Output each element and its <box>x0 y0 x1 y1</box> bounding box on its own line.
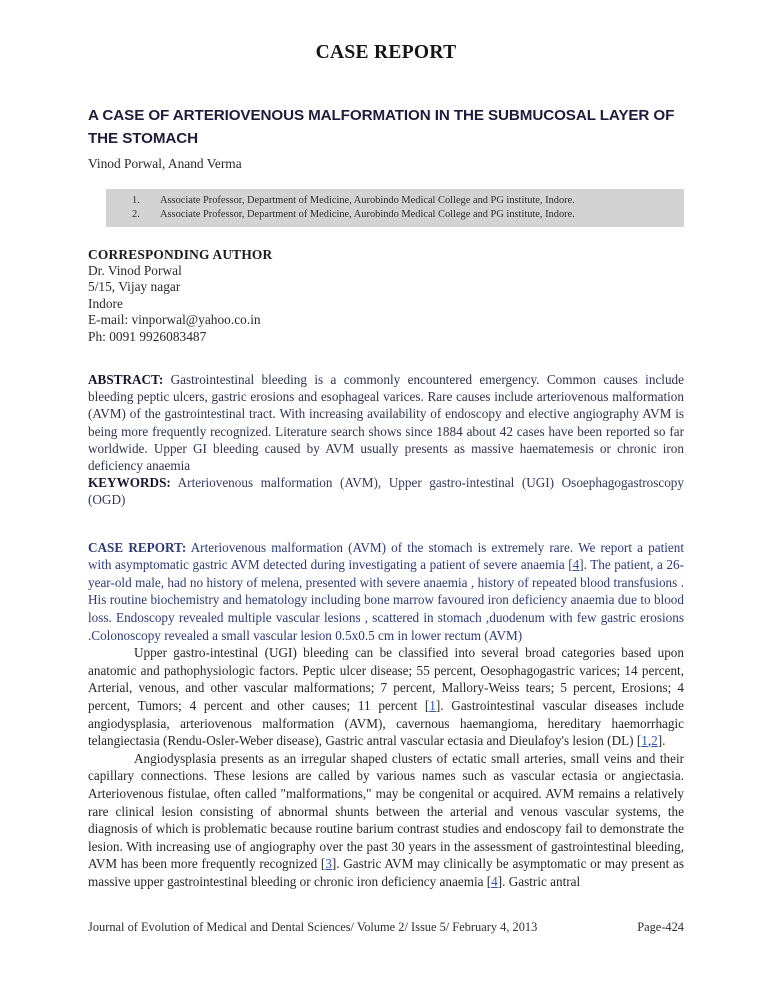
affiliations-box <box>106 189 684 227</box>
keywords-section <box>88 474 684 508</box>
ugi-text-part3: ]. <box>657 733 666 749</box>
citation-link-1[interactable]: 1 <box>429 698 436 713</box>
case-report-label: CASE REPORT: <box>88 539 187 555</box>
page-content <box>88 0 684 891</box>
author-list: Vinod Porwal, Anand Verma <box>88 156 242 171</box>
case-report-paragraph <box>88 539 684 645</box>
affiliation-item <box>106 194 684 208</box>
citation-link-4[interactable]: 4 <box>572 557 580 573</box>
angio-text-part3: ]. Gastric antral <box>497 873 581 889</box>
article-title: A CASE OF ARTERIOVENOUS MALFORMATION IN THE SUBMUCOSAL LAYER OF THE STOMACH <box>88 107 675 147</box>
affiliation-number: 1. <box>132 195 140 206</box>
corresponding-author-heading: CORRESPONDING AUTHOR <box>88 247 273 262</box>
keywords-text: Arteriovenous malformation (AVM), Upper gastro-intestinal (UGI) Osoephagogastroscopy (OGD) <box>88 475 684 508</box>
affiliation-text: Associate Professor, Department of Medicine, Aurobindo Medical College and PG institute, Indore. <box>160 209 575 220</box>
angio-text-part2: ]. Gastric AVM may clinically be asymptomatic or may present as massive upper gastrointestinal bleeding or chronic iron deficiency anaemia [ <box>88 856 684 889</box>
angio-text-part1: Angiodysplasia presents as an irregular shaped clusters of ectatic small arteries, small veins and their capillary connections. These lesions are called by various names such as vascular ectasia or angiectasia. Arteriovenous fistulae, often called "malformations," may be congenital or acquired. AVM remains a relatively rare clinical lesion consisting of abnormal shunts between the arterial and venous vascular systems, the diagnosis of which is problematic because routine barium contrast studies and endoscopy fail to demonstrate the lesion. With increasing use of angiography over the past 30 years in the assessment of gastrointestinal bleeding, AVM has been more frequently recognized [ <box>88 750 684 872</box>
keywords-label: KEYWORDS: <box>88 475 171 491</box>
case-report-text-part1: Arteriovenous malformation (AVM) of the stomach is extremely rare. We report a patient with asymptomatic gastric AVM detected during investigating a patient of severe anaemia [ <box>88 539 685 573</box>
citation-link-4b[interactable]: 4 <box>491 873 498 889</box>
document-type-heading: CASE REPORT <box>315 42 457 63</box>
corresponding-author-phone: Ph: 0091 9926083487 <box>88 328 207 344</box>
abstract-text: Gastrointestinal bleeding is a commonly encountered emergency. Common causes include bleeding peptic ulcers, gastric erosions and esophageal varices. Rare causes include arteriovenous malformation (AVM) of the gastrointestinal tract. With increasing availability of endoscopy and elective angiography AVM is being more frequently recognized. Literature search shows since 1884 about 42 cases have been reported so far worldwide. Upper GI bleeding caused by AVM usually presents as massive haematemesis or chronic iron deficiency anaemia <box>88 372 684 474</box>
ugi-paragraph <box>88 644 684 750</box>
citation-separator: , <box>647 733 652 749</box>
angiodysplasia-paragraph <box>88 750 684 891</box>
case-report-text-part2: ]. The patient, a 26-year-old male, had no history of melena, presented with severe anaemia , history of repeated blood transfusions . His routine biochemistry and hematology including bone marrow favoured iron deficiency anaemia due to blood loss. Endoscopy revealed multiple vascular lesions , scattered in stomach ,duodenum with few gastric erosions .Colonoscopy revealed a small vascular lesion 0.5x0.5 cm in lower rectum (AVM) <box>88 557 684 643</box>
footer-journal-info: Journal of Evolution of Medical and Dental Sciences/ Volume 2/ Issue 5/ February 4, 2013 <box>88 920 538 934</box>
page-footer <box>88 920 684 935</box>
citation-link-3[interactable]: 3 <box>325 856 332 872</box>
affiliation-number: 2. <box>132 209 140 220</box>
citation-link-2[interactable]: 2 <box>651 733 658 749</box>
abstract-section <box>88 371 684 509</box>
abstract-label: ABSTRACT: <box>88 372 164 388</box>
corresponding-author-name: Dr. Vinod Porwal <box>88 263 182 278</box>
corresponding-author-email: E-mail: vinporwal@yahoo.co.in <box>88 312 261 328</box>
corresponding-author-address-line: 5/15, Vijay nagar <box>88 279 181 295</box>
affiliation-item <box>106 208 684 222</box>
ugi-text-part1: Upper gastro-intestinal (UGI) bleeding can be classified into several broad categories based upon anatomic and pathophysiologic factors. Peptic ulcer disease; 55 percent, Oesophagogastric varices; 14 percent, Arterial, venous, and other vascular malformations; 7 percent, Mallory-Weiss tears; 5 percent, Erosions; 4 percent, Tumors; 4 percent and other causes; 11 percent [ <box>88 645 684 713</box>
ugi-text-part2: ]. Gastrointestinal vascular diseases include angiodysplasia, arteriovenous malformation (AVM), cavernous haemangioma, hereditary haemorrhagic telangiectasia (Rendu-Osler-Weber disease), Gastric antral vascular ectasia and Dieulafoy's lesion (DL) [ <box>88 698 685 749</box>
citation-link-1b[interactable]: 1 <box>641 733 648 749</box>
corresponding-author-city: Indore <box>88 295 123 311</box>
footer-page-number: Page-424 <box>637 920 684 934</box>
article-body <box>88 539 684 891</box>
affiliation-text: Associate Professor, Department of Medicine, Aurobindo Medical College and PG institute, Indore. <box>160 195 575 206</box>
